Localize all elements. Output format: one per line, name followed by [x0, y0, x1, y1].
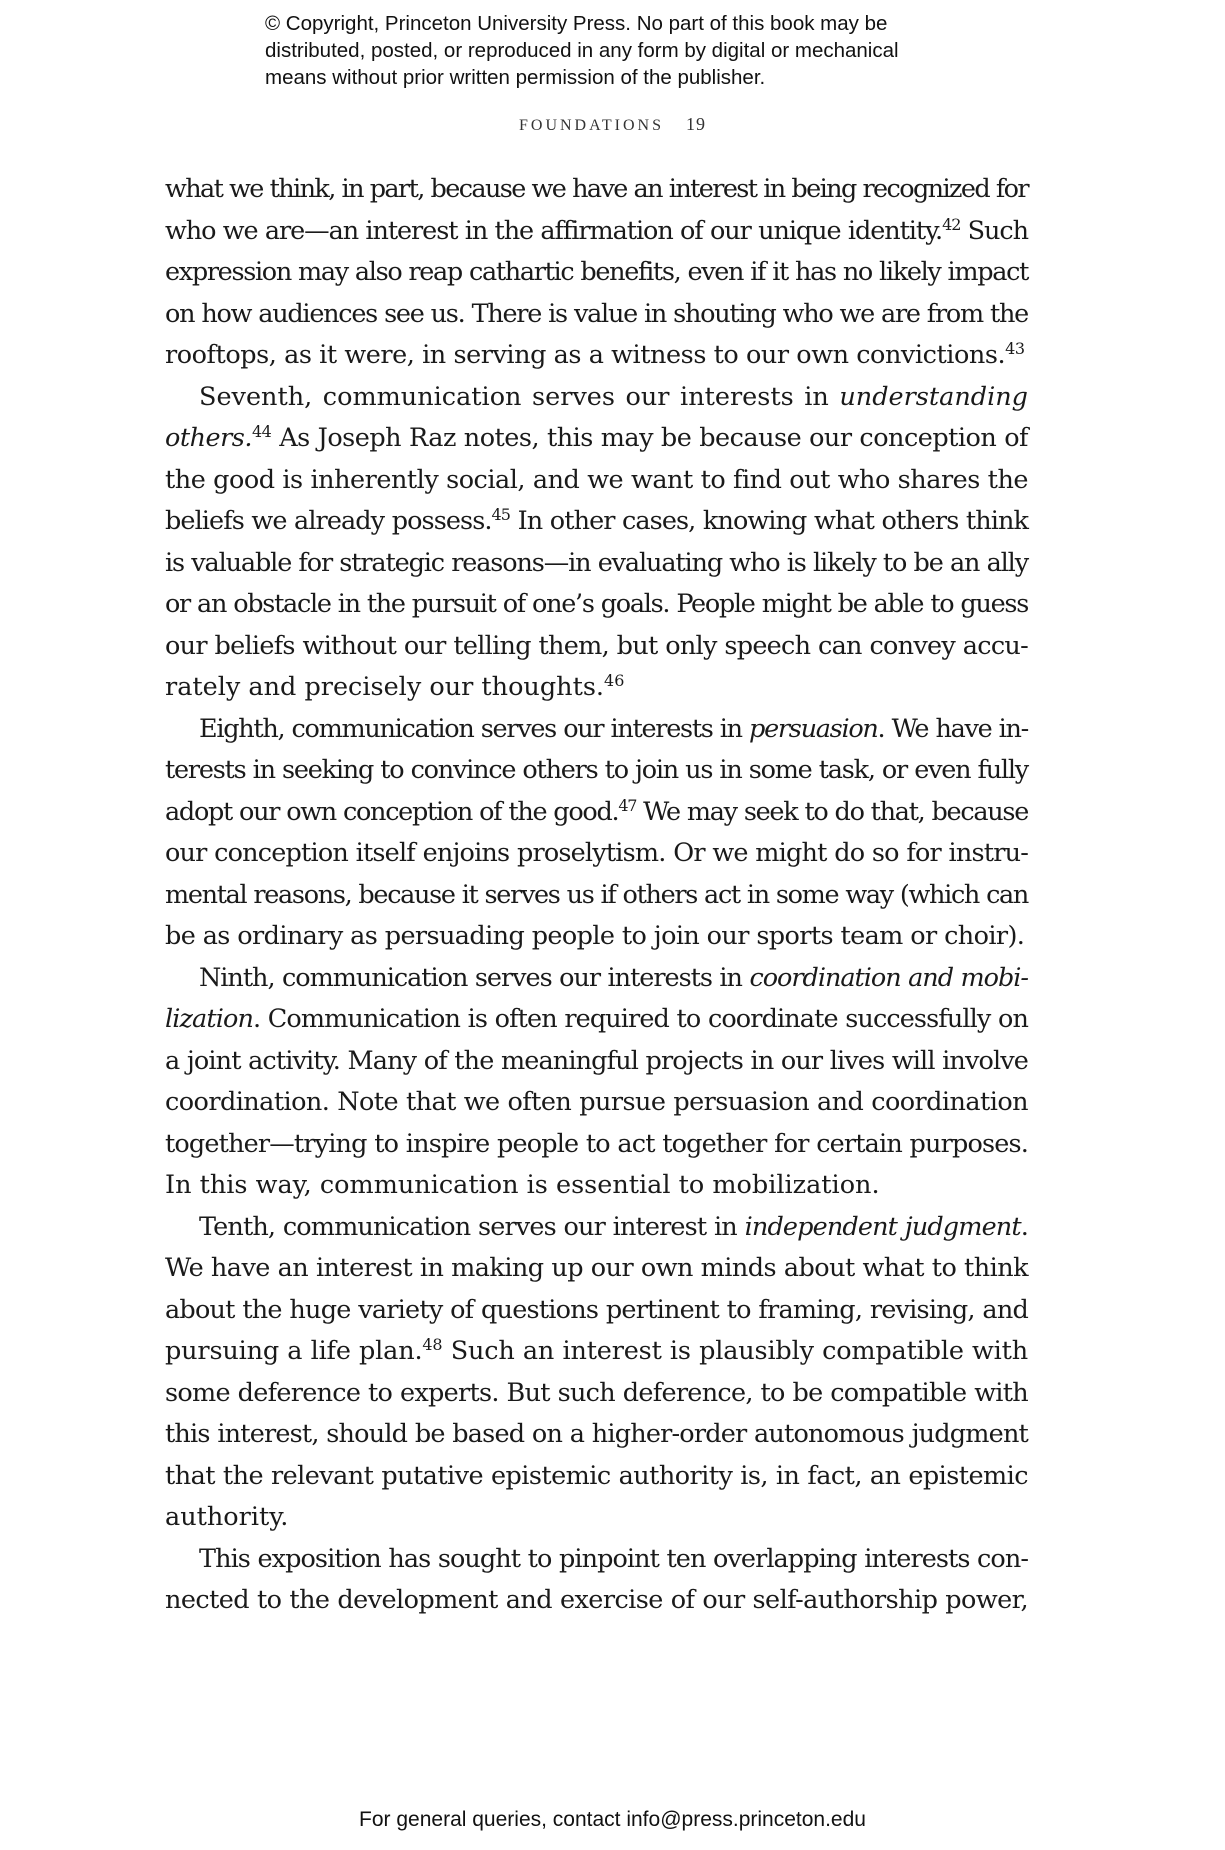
text-line: rooftops, as it were, in serving as a witness to our own convictions.$^{43}$: [165, 339, 1025, 370]
text-line: the good is inherently social, and we want to find out who shares the: [165, 464, 1028, 495]
text-line: Tenth, communication serves our interest in independent judgment.: [199, 1211, 1028, 1242]
copyright-line: means without prior written permission of the publisher.: [265, 66, 766, 89]
text-line: This exposition has sought to pinpoint ten overlapping interests con-: [199, 1543, 1028, 1574]
text-line: lization. Communication is often required to coordinate successfully on: [165, 1004, 1028, 1034]
text-line: We have an interest in making up our own minds about what to think: [165, 1253, 1028, 1283]
footnote-ref: 47: [618, 795, 637, 815]
text-line: mental reasons, because it serves us if others act in some way (which can: [165, 879, 1028, 910]
text-line: our beliefs without our telling them, but only speech can convey accu-: [165, 630, 1028, 661]
text-line: be as ordinary as persuading people to join our sports team or choir).: [165, 921, 1025, 951]
text-line: this interest, should be based on a higher-order autonomous judgment: [165, 1419, 1028, 1449]
text-line: rately and precisely our thoughts.$^{46}$: [165, 671, 625, 702]
text-line: together—trying to inspire people to act together for certain purposes.: [165, 1128, 1028, 1159]
running-head: [0, 114, 1225, 135]
footnote-ref: 48: [422, 1335, 443, 1354]
text-line: our conception itself enjoins proselytism. Or we might do so for instru-: [165, 838, 1028, 868]
text-line: what we think, in part, because we have an interest in being recognized for: [165, 174, 1028, 204]
text-line: In this way, communication is essential to mobilization.: [165, 1170, 880, 1200]
footer-contact: For general queries, contact info@press.princeton.edu: [359, 1808, 866, 1831]
text-line: beliefs we already possess.$^{45}$ In other cases, knowing what others think: [165, 505, 1028, 536]
body-text: [165, 169, 1028, 1622]
text-line: is valuable for strategic reasons—in evaluating who is likely to be an ally: [165, 547, 1028, 578]
footnote-ref: 44: [251, 422, 272, 441]
text-line: on how audiences see us. There is value in shouting who we are from the: [165, 298, 1028, 329]
text-line: who we are—an interest in the affirmation of our unique identity.$^{42}$ Such: [165, 214, 1028, 246]
text-line: authority.: [165, 1502, 289, 1532]
section-title: FOUNDATIONS: [518, 117, 664, 134]
copyright-line: © Copyright, Princeton University Press. No part of this book may be: [265, 12, 888, 35]
text-line: Ninth, communication serves our interests in coordination and mobi-: [199, 962, 1028, 993]
text-line: some deference to experts. But such deference, to be compatible with: [165, 1377, 1028, 1408]
text-line: or an obstacle in the pursuit of one’s goals. People might be able to guess: [165, 589, 1028, 619]
footnote-ref: 46: [604, 671, 625, 690]
footnote-ref: 43: [1005, 339, 1025, 358]
text-line: terests in seeking to convince others to join us in some task, or even fully: [165, 755, 1028, 785]
text-line: nected to the development and exercise of our self-authorship power,: [165, 1585, 1028, 1615]
text-line: about the huge variety of questions pertinent to framing, revising, and: [165, 1294, 1028, 1325]
text-line: others.$^{44}$ As Joseph Raz notes, this may be because our conception of: [165, 422, 1028, 453]
page-number: 19: [686, 114, 706, 134]
text-line: that the relevant putative epistemic authority is, in fact, an epistemic: [165, 1460, 1028, 1491]
text-line: pursuing a life plan.$^{48}$ Such an interest is plausibly compatible with: [165, 1335, 1028, 1366]
footnote-ref: 42: [942, 214, 961, 234]
text-line: a joint activity. Many of the meaningful projects in our lives will involve: [165, 1045, 1028, 1076]
text-line: Seventh, communication serves our interests in understanding: [199, 381, 1028, 412]
copyright-line: distributed, posted, or reproduced in any form by digital or mechanical: [265, 39, 899, 62]
text-line: adopt our own conception of the good.$^{47}$ We may seek to do that, because: [165, 795, 1028, 827]
footnote-ref: 45: [491, 505, 511, 524]
copyright-notice: [265, 10, 1025, 91]
text-line: Eighth, communication serves our interests in persuasion. We have in-: [199, 713, 1028, 744]
text-line: coordination. Note that we often pursue persuasion and coordination: [165, 1087, 1028, 1117]
text-line: expression may also reap cathartic benefits, even if it has no likely impact: [165, 257, 1028, 287]
